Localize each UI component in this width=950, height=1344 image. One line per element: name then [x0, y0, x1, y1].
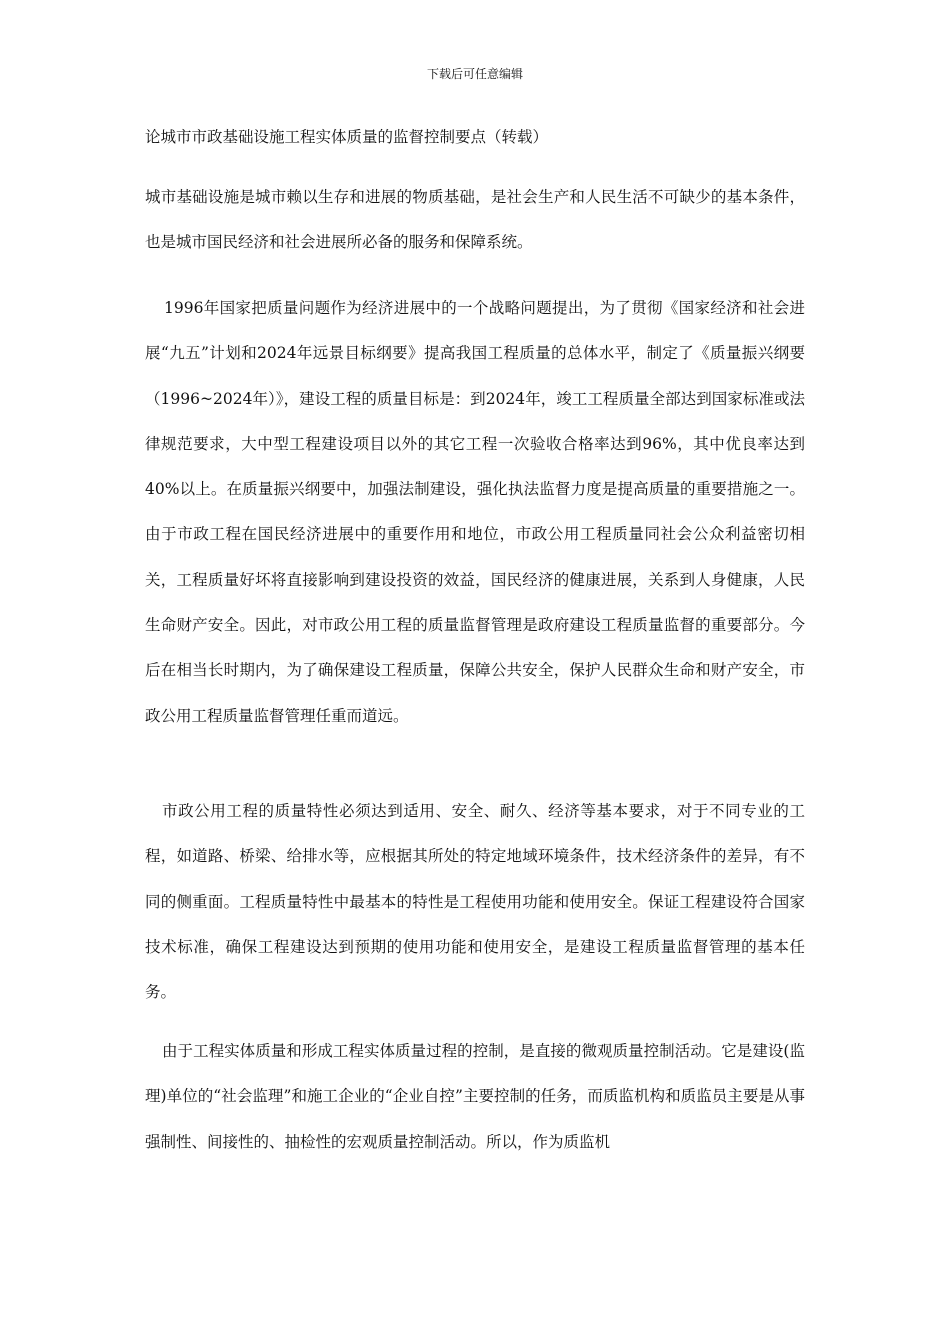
document-title: 论城市市政基础设施工程实体质量的监督控制要点（转载）: [145, 128, 549, 146]
paragraph-1: 城市基础设施是城市赖以生存和进展的物质基础，是社会生产和人民生活不可缺少的基本条件，也是城市国民经济和社会进展所必备的服务和保障系统。: [145, 188, 805, 252]
paragraph-2: 1996年国家把质量问题作为经济进展中的一个战略问题提出，为了贯彻《国家经济和社会进展“九五”计划和2024年远景目标纲要》提高我国工程质量的总体水平，制定了《质量振兴纲要（1996~2024年）》，建设工程的质量目标是：到2024年，竣工工程质量全部达到国家标准或法律规范要求，大中型工程建设项目以外的其它工程一次验收合格率达到96%，其中优良率达到40%以上。在质量振兴纲要中，加强法制建设，强化执法监督力度是提高质量的重要措施之一。由于市政工程在国民经济进展中的重要作用和地位，市政公用工程质量同社会公众利益密切相关，工程质量好坏将直接影响到建设投资的效益，国民经济的健康进展，关系到人身健康，人民生命财产安全。因此，对市政公用工程的质量监督管理是政府建设工程质量监督的重要部分。今后在相当长时期内，为了确保建设工程质量，保障公共安全，保护人民群众生命和财产安全，市政公用工程质量监督管理任重而道远。: [145, 299, 805, 725]
paragraph-3: 市政公用工程的质量特性必须达到适用、安全、耐久、经济等基本要求，对于不同专业的工程，如道路、桥梁、给排水等，应根据其所处的特定地域环境条件，技术经济条件的差异，有不同的侧重面。工程质量特性中最基本的特性是工程使用功能和使用安全。保证工程建设符合国家技术标准，确保工程建设达到预期的使用功能和使用安全，是建设工程质量监督管理的基本任务。: [145, 802, 805, 1002]
page-header: 下载后可任意编辑: [426, 67, 523, 81]
paragraph-4: 由于工程实体质量和形成工程实体质量过程的控制，是直接的微观质量控制活动。它是建设(监理)单位的“社会监理”和施工企业的“企业自控”主要控制的任务，而质监机构和质监员主要是从事强制性、间接性的、抽检性的宏观质量控制活动。所以，作为质监机: [145, 1042, 805, 1151]
